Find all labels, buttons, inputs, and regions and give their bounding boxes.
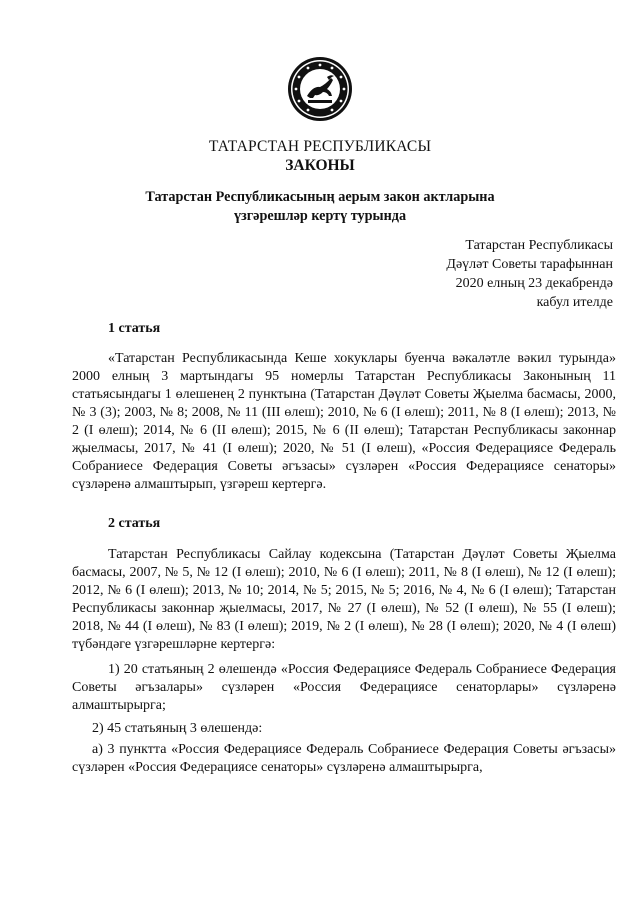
document-type: ЗАКОНЫ bbox=[285, 157, 355, 174]
article-2-intro: Татарстан Республикасы Сайлау кодексына (Татарстан Дәүләт Советы Җыелма басмасы, 2007, № 5, № 12 (I өлеш); 2010, № 6 (I өлеш); 2011, № 8 (I өлеш), № 12 (I өлеш); 2012, № 6 (I өлеш); 2013, № 10; 2014, № 5; 2015, № 5; 2016, № 4, № 6 (I өлеш); Татарстан Республикасы законнар җыелмасы, 2017, № 27 (I өлеш), № 52 (I өлеш), № 55 (I өлеш); 2018, № 44 (I өлеш), № 83 (I өлеш); 2019, № 2 (I өлеш), № 28 (I өлеш); 2020, № 4 (I өлеш) түбәндәге үзгәрешләрне кертергә: bbox=[72, 547, 616, 652]
adoption-line: Дәүләт Советы тарафыннан bbox=[446, 257, 613, 272]
article-2-heading: 2 статья bbox=[108, 516, 161, 531]
adoption-line: кабул ителде bbox=[536, 295, 613, 310]
article-1-text: «Татарстан Республикасында Кеше хокуклары буенча вәкаләтле вәкил турында» 2000 елның 3 мартындагы 95 номерлы Татарстан Республикасы Законының 11 статьясындагы 1 өлешенең 2 пунктына (Татарстан Дәүләт Советы Җыелма басмасы, 2000, № 3 (3); 2003, № 8; 2008, № 11 (III өлеш); 2010, № 6 (I өлеш); 2011, № 8 (I өлеш); 2013, № 2 (I өлеш); 2014, № 6 (II өлеш); 2015, № 6 (II өлеш); Татарстан Республикасы законнар җыелмасы, 2017, № 41 (I өлеш); 2020, № 51 (I өлеш), «Россия Федерациясе Федераль Собраниесе Федерация Советы әгъзасы» сүзләрен «Россия Федерациясе сенаторы» сүзләренә алмаштырып, үзгәреш кертергә. bbox=[72, 351, 616, 492]
coat-of-arms-icon bbox=[287, 56, 353, 122]
adoption-line: 2020 елның 23 декабрендә bbox=[455, 276, 613, 291]
article-2-item-2a: а) 3 пунктта «Россия Федерациясе Федераль Собраниесе Федерация Советы әгъзасы» сүзләрен «Россия Федерациясе сенаторы» сүзләренә алмаштырырга, bbox=[72, 742, 616, 775]
republic-name: ТАТАРСТАН РЕСПУБЛИКАСЫ bbox=[208, 138, 432, 155]
article-2-item-1: 1) 20 статьяның 2 өлешендә «Россия Федерациясе Федераль Собраниесе Федерация Советы әгъзалары» сүзләрен «Россия Федерациясе сенаторлары» сүзләренә алмаштырырга; bbox=[72, 662, 616, 713]
article-2-item-2: 2) 45 статьяның 3 өлешендә: bbox=[92, 721, 263, 736]
adoption-block bbox=[373, 236, 613, 312]
law-title-line1: Татарстан Республикасының аерым закон актларына bbox=[145, 189, 495, 205]
article-1-heading: 1 статья bbox=[108, 321, 161, 336]
adoption-line: Татарстан Республикасы bbox=[465, 238, 613, 253]
law-title-line2: үзгәрешләр кертү турында bbox=[233, 208, 407, 224]
